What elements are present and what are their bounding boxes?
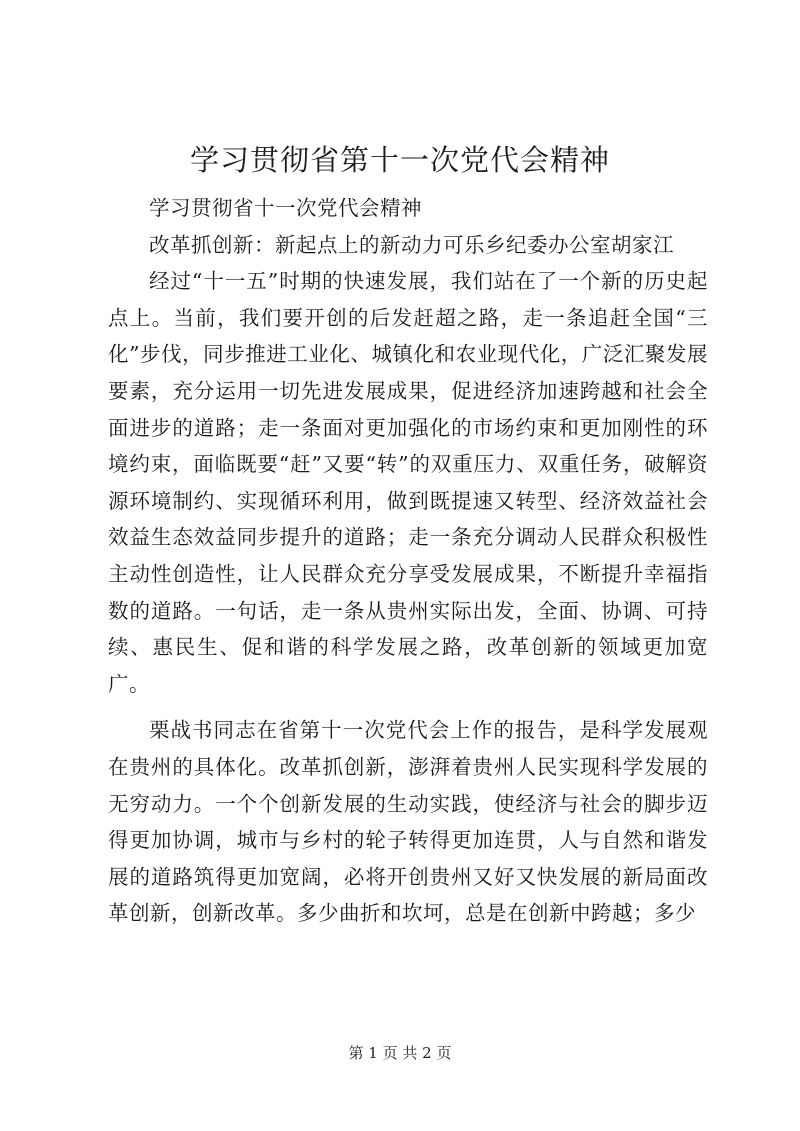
document-title: 学习贯彻省第十一次党代会精神	[189, 143, 610, 177]
paragraph-body-1: 经过“十一五”时期的快速发展，我们站在了一个新的历史起点上。当前，我们要开创的后发赶超之路，走一条追赶全国“三化”步伐，同步推进工业化、城镇化和农业现代化，广泛汇聚发展要素，充分运用一切先进发展成果，促进经济加速跨越和社会全面进步的道路；走一条面对更加强化的市场约束和更加刚性的环境约束，面临既要“赶”又要“转”的双重压力、双重任务，破解资源环境制约、实现循环利用，做到既提速又转型、经济效益社会效益生态效益同步提升的道路；走一条充分调动人民群众积极性主动性创造性，让人民群众充分享受发展成果，不断提升幸福指数的道路。一句话，走一条从贵州实际出发，全面、协调、可持续、惠民生、促和谐的科学发展之路，改革创新的领域更加宽广。	[108, 269, 708, 696]
page-footer: 第 1 页 共 2 页	[348, 1044, 452, 1062]
document-body	[108, 190, 708, 932]
paragraph-subtitle: 学习贯彻省十一次党代会精神	[149, 196, 422, 220]
paragraph-body-2: 栗战书同志在省第十一次党代会上作的报告，是科学发展观在贵州的具体化。改革抓创新，澎湃着贵州人民实现科学发展的无穷动力。一个个创新发展的生动实践，使经济与社会的脚步迈得更加协调，城市与乡村的轮子转得更加连贯，人与自然和谐发展的道路筑得更加宽阔，必将开创贵州又好又快发展的新局面改革创新，创新改革。多少曲折和坎坷，总是在创新中跨越；多少	[108, 718, 708, 926]
paragraph-heading: 改革抓创新：新起点上的新动力可乐乡纪委办公室胡家江	[149, 232, 674, 257]
